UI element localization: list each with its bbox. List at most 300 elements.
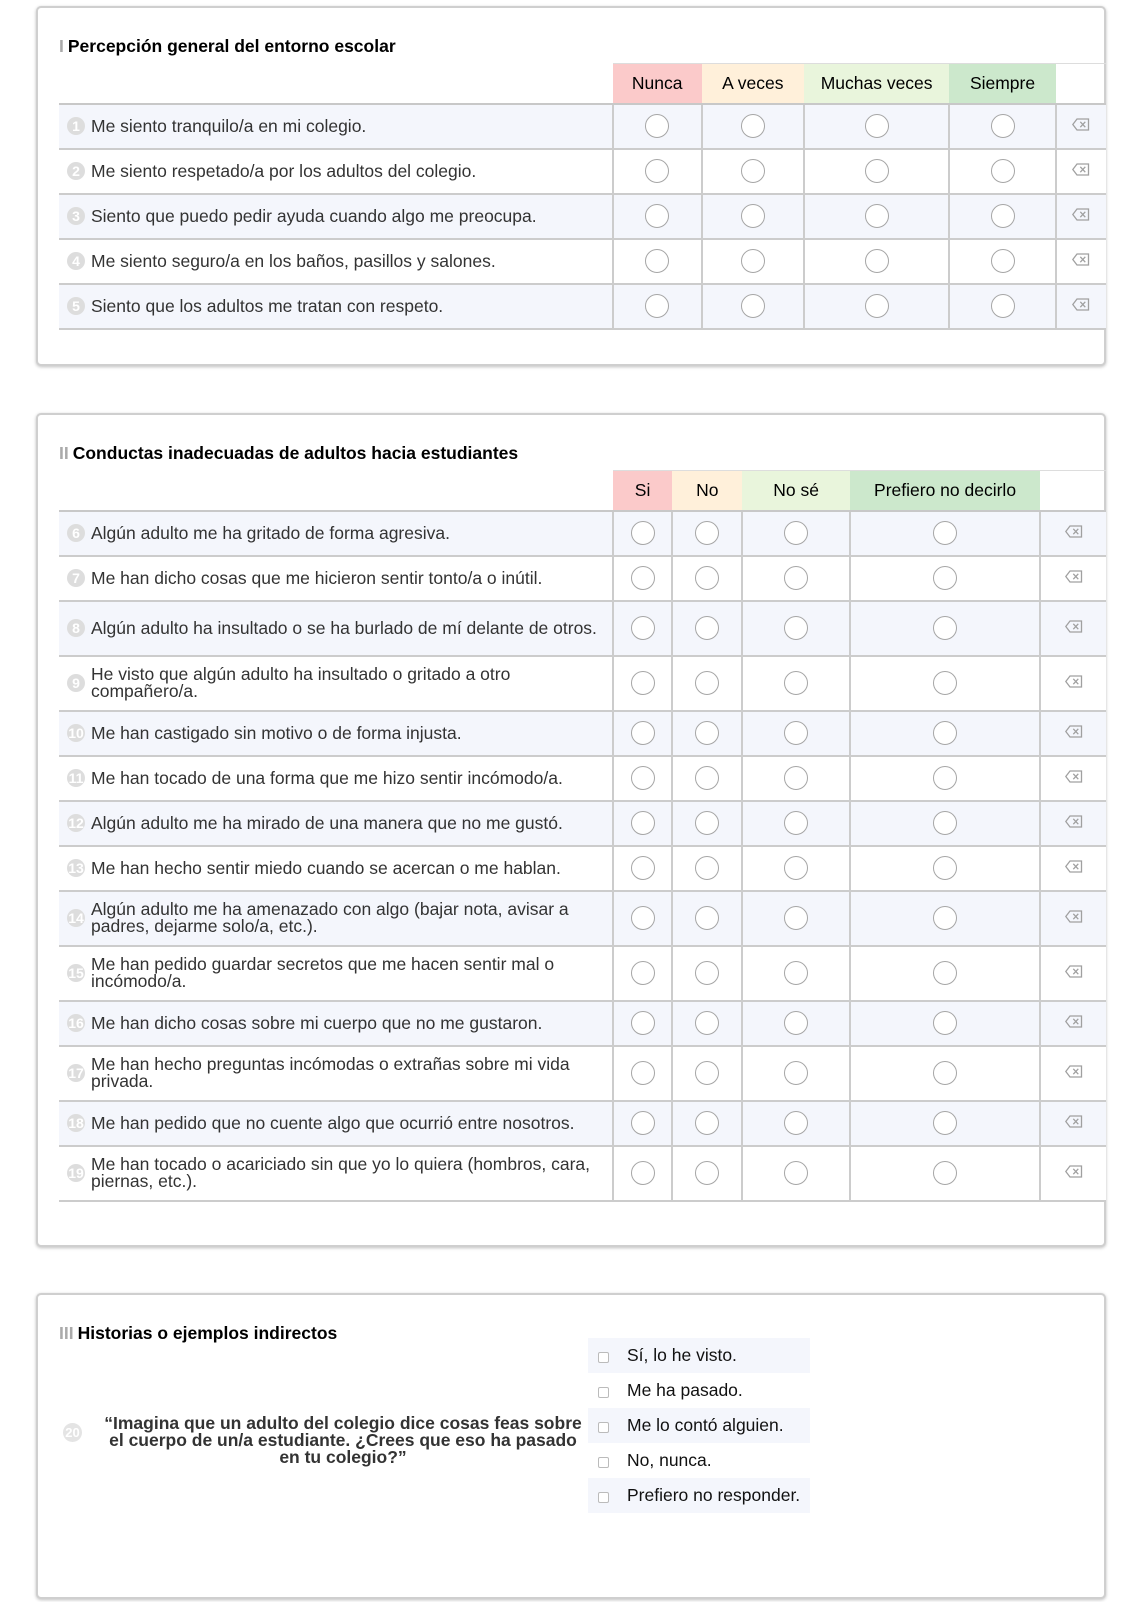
question-number: 4 <box>67 252 85 270</box>
radio-button[interactable] <box>784 856 808 880</box>
section-adult-behaviors <box>36 413 1106 1247</box>
clear-cell <box>1056 239 1106 284</box>
option-cell <box>850 946 1040 1001</box>
clear-cell <box>1040 1001 1106 1046</box>
radio-button[interactable] <box>695 616 719 640</box>
question-number: 20 <box>63 1423 82 1442</box>
question-row <box>59 194 1106 239</box>
option-cell <box>702 194 804 239</box>
checkbox-option[interactable] <box>588 1373 810 1408</box>
clear-answer-icon[interactable] <box>1065 858 1083 878</box>
question-text: Me siento seguro/a en los baños, pasillos y salones. <box>91 250 496 271</box>
question-text: Me han castigado sin motivo o de forma injusta. <box>91 722 462 743</box>
checkbox-label: Me ha pasado. <box>627 1380 743 1400</box>
radio-button[interactable] <box>933 1061 957 1085</box>
radio-button[interactable] <box>695 1111 719 1135</box>
clear-cell <box>1056 149 1106 194</box>
column-header: No <box>672 471 742 511</box>
question-cell <box>59 711 613 756</box>
question-number: 9 <box>67 674 85 692</box>
option-cell <box>672 756 742 801</box>
option-cell <box>613 891 673 946</box>
radio-button[interactable] <box>631 1111 655 1135</box>
option-cell <box>672 1101 742 1146</box>
option-cell <box>949 284 1056 329</box>
option-cell <box>672 801 742 846</box>
option-cell <box>850 1101 1040 1146</box>
option-cell <box>850 711 1040 756</box>
column-header: A veces <box>702 64 804 104</box>
question-number: 11 <box>68 770 84 786</box>
column-header: Nunca <box>613 64 702 104</box>
checkbox[interactable] <box>598 1422 609 1433</box>
question-text: Me siento respetado/a por los adultos del colegio. <box>91 160 477 181</box>
radio-button[interactable] <box>631 616 655 640</box>
option-cell <box>672 1001 742 1046</box>
radio-button[interactable] <box>645 114 669 138</box>
clear-answer-icon[interactable] <box>1065 813 1083 833</box>
question-text: Siento que los adultos me tratan con respeto. <box>91 295 444 316</box>
checkbox-option[interactable] <box>588 1408 810 1443</box>
radio-button[interactable] <box>631 566 655 590</box>
clear-cell <box>1056 194 1106 239</box>
question-cell <box>59 1001 613 1046</box>
question-text: Me han pedido que no cuente algo que ocurrió entre nosotros. <box>91 1112 575 1133</box>
radio-button[interactable] <box>695 856 719 880</box>
clear-answer-icon[interactable] <box>1065 1163 1083 1183</box>
checkbox[interactable] <box>598 1492 609 1503</box>
question-row <box>59 946 1106 1001</box>
radio-button[interactable] <box>933 671 957 695</box>
checkbox-option[interactable] <box>588 1338 810 1373</box>
question-cell <box>59 756 613 801</box>
radio-button[interactable] <box>631 961 655 985</box>
radio-button[interactable] <box>631 906 655 930</box>
clear-answer-icon[interactable] <box>1065 768 1083 788</box>
option-cell <box>850 756 1040 801</box>
question-matrix <box>59 470 1106 1202</box>
question-row <box>59 511 1106 556</box>
option-cell <box>742 756 850 801</box>
section-roman: I <box>59 36 64 56</box>
option-cell <box>613 284 702 329</box>
clear-cell <box>1040 1046 1106 1101</box>
question-row <box>59 239 1106 284</box>
question-text: Me siento tranquilo/a en mi colegio. <box>91 115 367 136</box>
option-cell <box>672 1146 742 1201</box>
question-row <box>59 284 1106 329</box>
option-cell <box>613 149 702 194</box>
clear-cell <box>1040 711 1106 756</box>
question-row <box>59 149 1106 194</box>
option-cell <box>949 104 1056 149</box>
question-row <box>59 556 1106 601</box>
radio-button[interactable] <box>991 294 1015 318</box>
option-cell <box>742 711 850 756</box>
question-cell <box>59 846 613 891</box>
radio-button[interactable] <box>865 159 889 183</box>
option-cell <box>672 601 742 656</box>
clear-answer-icon[interactable] <box>1072 251 1090 271</box>
question-number: 18 <box>68 1115 84 1131</box>
section-title-text: Conductas inadecuadas de adultos hacia estudiantes <box>72 443 519 463</box>
question-number: 6 <box>67 524 85 542</box>
question-cell <box>59 194 613 239</box>
clear-cell <box>1040 1146 1106 1201</box>
option-cell <box>672 511 742 556</box>
column-header: No sé <box>742 471 850 511</box>
option-cell <box>804 149 949 194</box>
answer-checklist <box>588 1338 810 1513</box>
option-cell <box>613 656 673 711</box>
question-cell <box>59 149 613 194</box>
option-cell <box>850 601 1040 656</box>
option-cell <box>949 239 1056 284</box>
radio-button[interactable] <box>784 961 808 985</box>
section-title <box>59 443 518 464</box>
question-cell <box>59 891 613 946</box>
radio-button[interactable] <box>695 1061 719 1085</box>
clear-answer-icon[interactable] <box>1065 523 1083 543</box>
radio-button[interactable] <box>933 721 957 745</box>
question-number: 13 <box>68 860 84 876</box>
option-cell <box>949 149 1056 194</box>
question-text: He visto que algún adulto ha insultado o gritado a otro compañero/a. <box>91 664 511 701</box>
option-cell <box>613 104 702 149</box>
clear-answer-icon[interactable] <box>1065 673 1083 693</box>
option-cell <box>613 756 673 801</box>
option-cell <box>850 656 1040 711</box>
radio-button[interactable] <box>784 1011 808 1035</box>
question-number: 3 <box>67 207 85 225</box>
radio-button[interactable] <box>631 1061 655 1085</box>
checkbox[interactable] <box>598 1457 609 1468</box>
radio-button[interactable] <box>645 249 669 273</box>
clear-answer-icon[interactable] <box>1065 618 1083 638</box>
question-number: 17 <box>68 1065 84 1081</box>
question-text: Algún adulto me ha amenazado con algo (bajar nota, avisar a padres, dejarme solo/a, etc.). <box>91 899 569 936</box>
option-cell <box>742 656 850 711</box>
option-cell <box>613 711 673 756</box>
question-cell <box>59 946 613 1001</box>
option-cell <box>672 556 742 601</box>
radio-button[interactable] <box>695 811 719 835</box>
radio-button[interactable] <box>784 616 808 640</box>
section-roman: III <box>59 1323 74 1343</box>
checkbox-label: Prefiero no responder. <box>627 1485 801 1505</box>
option-cell <box>850 846 1040 891</box>
clear-cell <box>1040 511 1106 556</box>
radio-button[interactable] <box>784 811 808 835</box>
radio-button[interactable] <box>933 811 957 835</box>
question-row <box>59 1146 1106 1201</box>
radio-button[interactable] <box>741 114 765 138</box>
checkbox-option[interactable] <box>588 1478 810 1513</box>
radio-button[interactable] <box>784 906 808 930</box>
option-cell <box>850 556 1040 601</box>
option-cell <box>672 656 742 711</box>
option-cell <box>850 891 1040 946</box>
radio-button[interactable] <box>784 521 808 545</box>
question-number: 15 <box>68 965 84 981</box>
question-row <box>59 846 1106 891</box>
checkbox[interactable] <box>598 1387 609 1398</box>
question-row <box>59 1101 1106 1146</box>
radio-button[interactable] <box>933 521 957 545</box>
option-cell <box>742 846 850 891</box>
question-text: Me han tocado de una forma que me hizo sentir incómodo/a. <box>91 767 563 788</box>
clear-cell <box>1040 846 1106 891</box>
question-text: Siento que puedo pedir ayuda cuando algo me preocupa. <box>91 205 537 226</box>
question-row <box>59 601 1106 656</box>
clear-cell <box>1040 556 1106 601</box>
column-header: Prefiero no decirlo <box>850 471 1040 511</box>
option-cell <box>804 194 949 239</box>
question-cell <box>59 1046 613 1101</box>
clear-cell <box>1056 284 1106 329</box>
radio-button[interactable] <box>933 856 957 880</box>
question-number: 5 <box>67 297 85 315</box>
header-clear <box>1040 471 1106 511</box>
radio-button[interactable] <box>741 204 765 228</box>
radio-button[interactable] <box>631 1161 655 1185</box>
question-row <box>59 801 1106 846</box>
radio-button[interactable] <box>991 159 1015 183</box>
option-cell <box>742 1146 850 1201</box>
radio-button[interactable] <box>933 1011 957 1035</box>
header-blank <box>59 471 613 511</box>
radio-button[interactable] <box>631 1011 655 1035</box>
question-text: Me han hecho preguntas incómodas o extrañas sobre mi vida privada. <box>91 1054 570 1091</box>
radio-button[interactable] <box>933 766 957 790</box>
question-row <box>59 891 1106 946</box>
radio-button[interactable] <box>645 159 669 183</box>
question-number: 1 <box>67 117 85 135</box>
question-text: Algún adulto me ha gritado de forma agresiva. <box>91 522 450 543</box>
option-cell <box>850 511 1040 556</box>
checkbox-label: Sí, lo he visto. <box>627 1345 737 1365</box>
question-cell <box>59 284 613 329</box>
question-row <box>59 711 1106 756</box>
question-cell <box>59 1146 613 1201</box>
clear-cell <box>1040 946 1106 1001</box>
option-cell <box>613 511 673 556</box>
option-cell <box>672 891 742 946</box>
option-cell <box>613 946 673 1001</box>
option-cell <box>613 801 673 846</box>
clear-answer-icon[interactable] <box>1065 568 1083 588</box>
question-text: Me han dicho cosas sobre mi cuerpo que no me gustaron. <box>91 1012 543 1033</box>
radio-button[interactable] <box>631 856 655 880</box>
radio-button[interactable] <box>865 114 889 138</box>
radio-button[interactable] <box>645 294 669 318</box>
radio-button[interactable] <box>991 204 1015 228</box>
column-header: Si <box>613 471 673 511</box>
option-cell <box>742 601 850 656</box>
radio-button[interactable] <box>631 671 655 695</box>
checkbox[interactable] <box>598 1352 609 1363</box>
radio-button[interactable] <box>695 906 719 930</box>
option-cell <box>742 801 850 846</box>
option-cell <box>672 946 742 1001</box>
section-title <box>59 36 396 57</box>
option-cell <box>613 194 702 239</box>
option-cell <box>702 239 804 284</box>
radio-button[interactable] <box>645 204 669 228</box>
clear-cell <box>1040 801 1106 846</box>
option-cell <box>742 946 850 1001</box>
question-number: 7 <box>67 569 85 587</box>
option-cell <box>672 1046 742 1101</box>
question-row <box>59 756 1106 801</box>
option-cell <box>850 801 1040 846</box>
question-cell <box>59 801 613 846</box>
radio-button[interactable] <box>741 294 765 318</box>
header-clear <box>1056 64 1106 104</box>
question-row <box>59 104 1106 149</box>
radio-button[interactable] <box>695 1161 719 1185</box>
question-cell <box>59 104 613 149</box>
header-blank <box>59 64 613 104</box>
question-cell <box>59 556 613 601</box>
checkbox-label: No, nunca. <box>627 1450 712 1470</box>
clear-answer-icon[interactable] <box>1065 1113 1083 1133</box>
option-cell <box>613 1046 673 1101</box>
radio-button[interactable] <box>784 766 808 790</box>
radio-button[interactable] <box>741 159 765 183</box>
clear-cell <box>1040 656 1106 711</box>
question-text: Algún adulto ha insultado o se ha burlado de mí delante de otros. <box>91 617 597 638</box>
option-cell <box>613 239 702 284</box>
question-number: 12 <box>68 815 84 831</box>
radio-button[interactable] <box>865 294 889 318</box>
radio-button[interactable] <box>695 671 719 695</box>
question-cell <box>59 511 613 556</box>
radio-button[interactable] <box>631 721 655 745</box>
radio-button[interactable] <box>695 961 719 985</box>
question-number: 16 <box>68 1015 84 1031</box>
clear-answer-icon[interactable] <box>1072 116 1090 136</box>
option-cell <box>702 284 804 329</box>
radio-button[interactable] <box>933 906 957 930</box>
clear-cell <box>1040 891 1106 946</box>
radio-button[interactable] <box>695 521 719 545</box>
clear-answer-icon[interactable] <box>1072 296 1090 316</box>
question-cell <box>59 239 613 284</box>
radio-button[interactable] <box>784 671 808 695</box>
option-cell <box>702 104 804 149</box>
question-row <box>59 656 1106 711</box>
question-row <box>59 1046 1106 1101</box>
question-number: 10 <box>68 725 84 741</box>
option-cell <box>850 1146 1040 1201</box>
radio-button[interactable] <box>631 521 655 545</box>
radio-button[interactable] <box>865 249 889 273</box>
radio-button[interactable] <box>784 721 808 745</box>
question-cell <box>59 601 613 656</box>
radio-button[interactable] <box>865 204 889 228</box>
radio-button[interactable] <box>933 566 957 590</box>
radio-button[interactable] <box>933 1111 957 1135</box>
question-cell <box>59 1101 613 1146</box>
option-cell <box>742 1046 850 1101</box>
question-text: Algún adulto me ha mirado de una manera que no me gustó. <box>91 812 563 833</box>
section-perception <box>36 6 1106 366</box>
clear-answer-icon[interactable] <box>1072 161 1090 181</box>
clear-answer-icon[interactable] <box>1072 206 1090 226</box>
question-text: “Imagina que un adulto del colegio dice cosas feas sobre el cuerpo de un/a estudiante. ¿Crees que eso ha pasado en tu colegio?” <box>104 1413 582 1467</box>
question-number: 14 <box>68 910 84 926</box>
option-cell <box>804 284 949 329</box>
clear-answer-icon[interactable] <box>1065 908 1083 928</box>
radio-button[interactable] <box>933 1161 957 1185</box>
question-text: Me han tocado o acariciado sin que yo lo quiera (hombros, cara, piernas, etc.). <box>91 1154 591 1191</box>
radio-button[interactable] <box>933 616 957 640</box>
question-number: 19 <box>68 1165 84 1181</box>
radio-button[interactable] <box>631 811 655 835</box>
question-row <box>59 1001 1106 1046</box>
radio-button[interactable] <box>695 766 719 790</box>
option-cell <box>702 149 804 194</box>
checkbox-option[interactable] <box>588 1443 810 1478</box>
radio-button[interactable] <box>933 961 957 985</box>
radio-button[interactable] <box>784 1161 808 1185</box>
column-header: Muchas veces <box>804 64 949 104</box>
radio-button[interactable] <box>784 1111 808 1135</box>
clear-cell <box>1040 756 1106 801</box>
option-cell <box>949 194 1056 239</box>
question-cell <box>59 656 613 711</box>
option-cell <box>742 1101 850 1146</box>
question-text: Me han pedido guardar secretos que me hacen sentir mal o incómodo/a. <box>91 954 555 991</box>
option-cell <box>613 1146 673 1201</box>
question-text: Me han hecho sentir miedo cuando se acercan o me hablan. <box>91 857 561 878</box>
radio-button[interactable] <box>695 566 719 590</box>
radio-button[interactable] <box>991 114 1015 138</box>
option-cell <box>613 1101 673 1146</box>
radio-button[interactable] <box>695 721 719 745</box>
clear-answer-icon[interactable] <box>1065 723 1083 743</box>
radio-button[interactable] <box>695 1011 719 1035</box>
option-cell <box>742 511 850 556</box>
clear-cell <box>1040 601 1106 656</box>
radio-button[interactable] <box>784 566 808 590</box>
radio-button[interactable] <box>991 249 1015 273</box>
section-indirect-stories <box>36 1293 1106 1599</box>
section-title-text: Historias o ejemplos indirectos <box>77 1323 338 1343</box>
radio-button[interactable] <box>784 1061 808 1085</box>
column-header: Siempre <box>949 64 1056 104</box>
matrix-header-row <box>59 64 1106 104</box>
section-title <box>59 1323 337 1344</box>
option-cell <box>850 1001 1040 1046</box>
option-cell <box>613 1001 673 1046</box>
question-text: Me han dicho cosas que me hicieron sentir tonto/a o inútil. <box>91 567 543 588</box>
option-cell <box>613 556 673 601</box>
option-cell <box>804 104 949 149</box>
checkbox-label: Me lo contó alguien. <box>627 1415 784 1435</box>
clear-answer-icon[interactable] <box>1065 963 1083 983</box>
radio-button[interactable] <box>741 249 765 273</box>
question-number: 8 <box>67 619 85 637</box>
clear-cell <box>1056 104 1106 149</box>
matrix-header-row <box>59 471 1106 511</box>
radio-button[interactable] <box>631 766 655 790</box>
section-roman: II <box>59 443 69 463</box>
clear-answer-icon[interactable] <box>1065 1063 1083 1083</box>
clear-answer-icon[interactable] <box>1065 1013 1083 1033</box>
option-cell <box>850 1046 1040 1101</box>
